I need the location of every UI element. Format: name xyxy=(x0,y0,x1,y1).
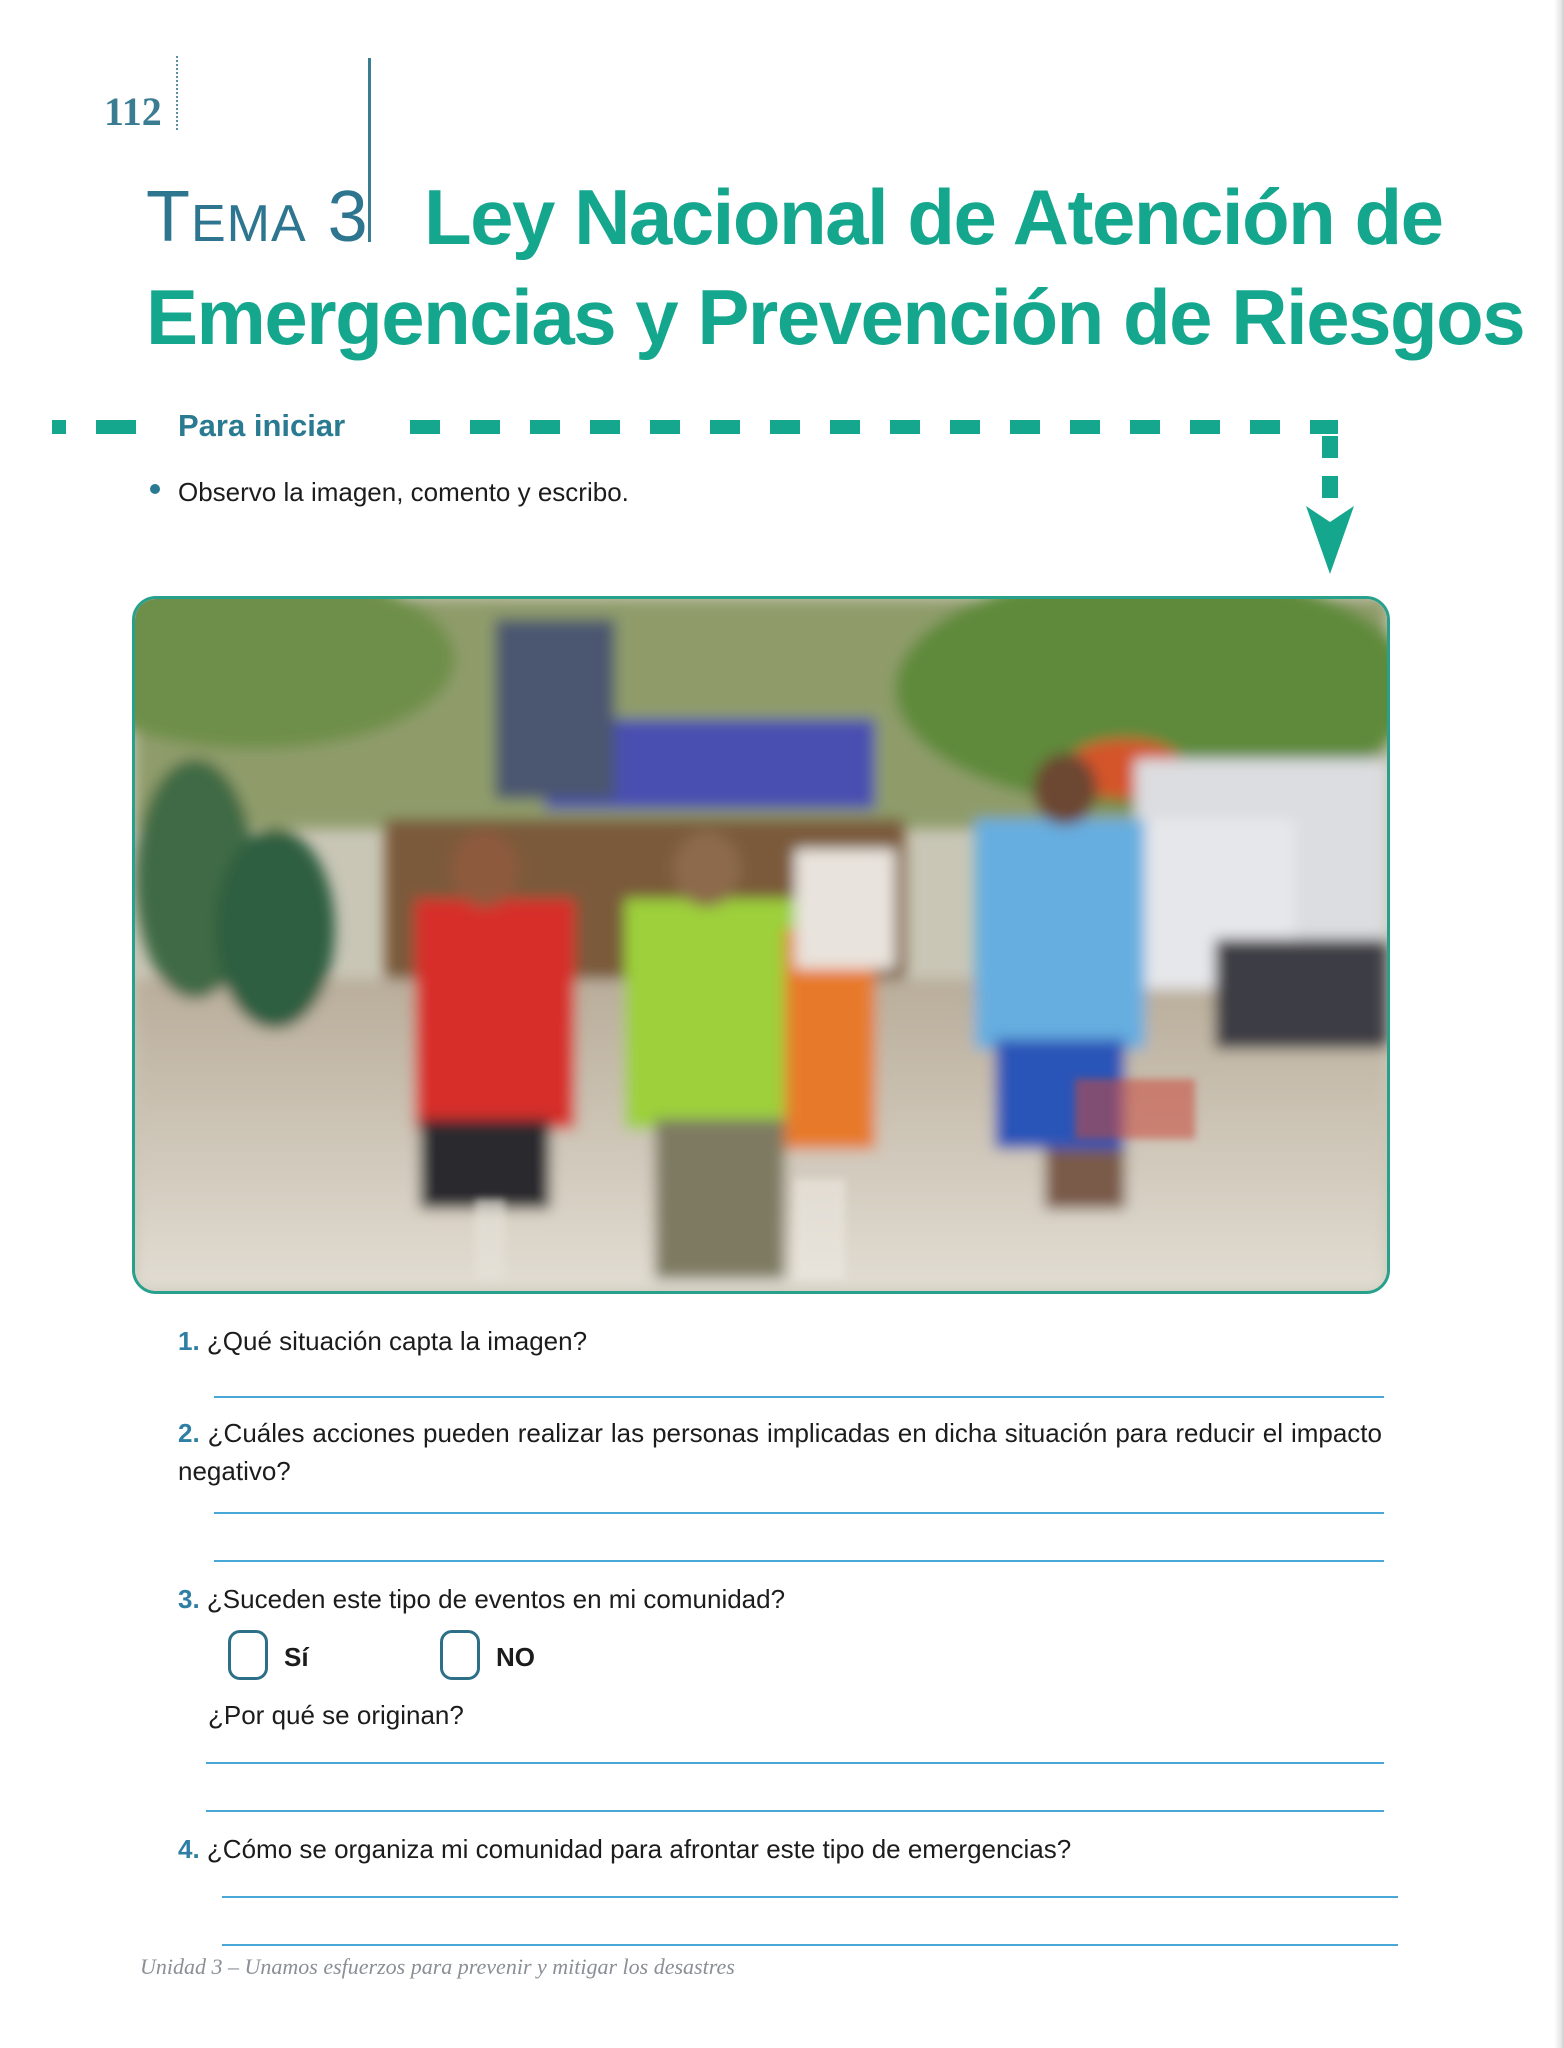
no-label: NO xyxy=(496,1642,535,1672)
question-text: ¿Qué situación capta la imagen? xyxy=(206,1326,588,1356)
section-dash-left xyxy=(52,420,140,434)
question-text: ¿Cuáles acciones pueden realizar las personas implicadas en dicha situación para reducir el impacto negativo? xyxy=(178,1418,1382,1486)
answer-line[interactable] xyxy=(222,1896,1398,1898)
question-2 xyxy=(178,1414,1382,1490)
section-dash-down xyxy=(1322,436,1338,504)
arrow-down-icon xyxy=(1306,506,1354,574)
answer-line[interactable] xyxy=(206,1762,1384,1764)
question-4 xyxy=(178,1830,1071,1868)
answer-line[interactable] xyxy=(206,1810,1384,1812)
section-heading: Para iniciar xyxy=(178,408,346,443)
question-number: 3. xyxy=(178,1584,200,1614)
question-1 xyxy=(178,1322,587,1360)
tema-rest: EMA xyxy=(190,195,307,253)
page-footer: Unidad 3 – Unamos esfuerzos para prevenir y mitigar los desastres xyxy=(140,1954,735,1979)
bullet-icon xyxy=(150,484,160,494)
question-number: 1. xyxy=(178,1326,200,1356)
question-3 xyxy=(178,1580,785,1618)
page-title-line-2: Emergencias y Prevención de Riesgos xyxy=(146,273,1525,361)
flood-photo xyxy=(132,596,1390,1294)
section-dash-right xyxy=(410,420,1338,434)
yes-checkbox[interactable] xyxy=(228,1630,268,1680)
sub-question: ¿Por qué se originan? xyxy=(208,1700,464,1730)
question-text: ¿Suceden este tipo de eventos en mi comunidad? xyxy=(206,1584,786,1614)
instruction-text: Observo la imagen, comento y escribo. xyxy=(178,477,629,507)
question-number: 4. xyxy=(178,1834,200,1864)
no-checkbox[interactable] xyxy=(440,1630,480,1680)
answer-line[interactable] xyxy=(214,1396,1384,1398)
yes-label: Sí xyxy=(284,1642,309,1672)
tema-label xyxy=(146,176,369,258)
page-edge-shadow xyxy=(1554,0,1564,2048)
question-text: ¿Cómo se organiza mi comunidad para afrontar este tipo de emergencias? xyxy=(206,1834,1072,1864)
answer-line[interactable] xyxy=(214,1512,1384,1514)
question-number: 2. xyxy=(178,1418,200,1448)
flood-scene-illustration xyxy=(135,599,1387,1291)
page-title-line-1: Ley Nacional de Atención de xyxy=(424,173,1443,261)
page-number: 112 xyxy=(104,89,162,134)
tema-initial: T xyxy=(146,177,191,257)
tema-number: 3 xyxy=(306,177,369,257)
page-number-divider xyxy=(176,56,178,130)
answer-line[interactable] xyxy=(214,1560,1384,1562)
answer-line[interactable] xyxy=(222,1944,1398,1946)
